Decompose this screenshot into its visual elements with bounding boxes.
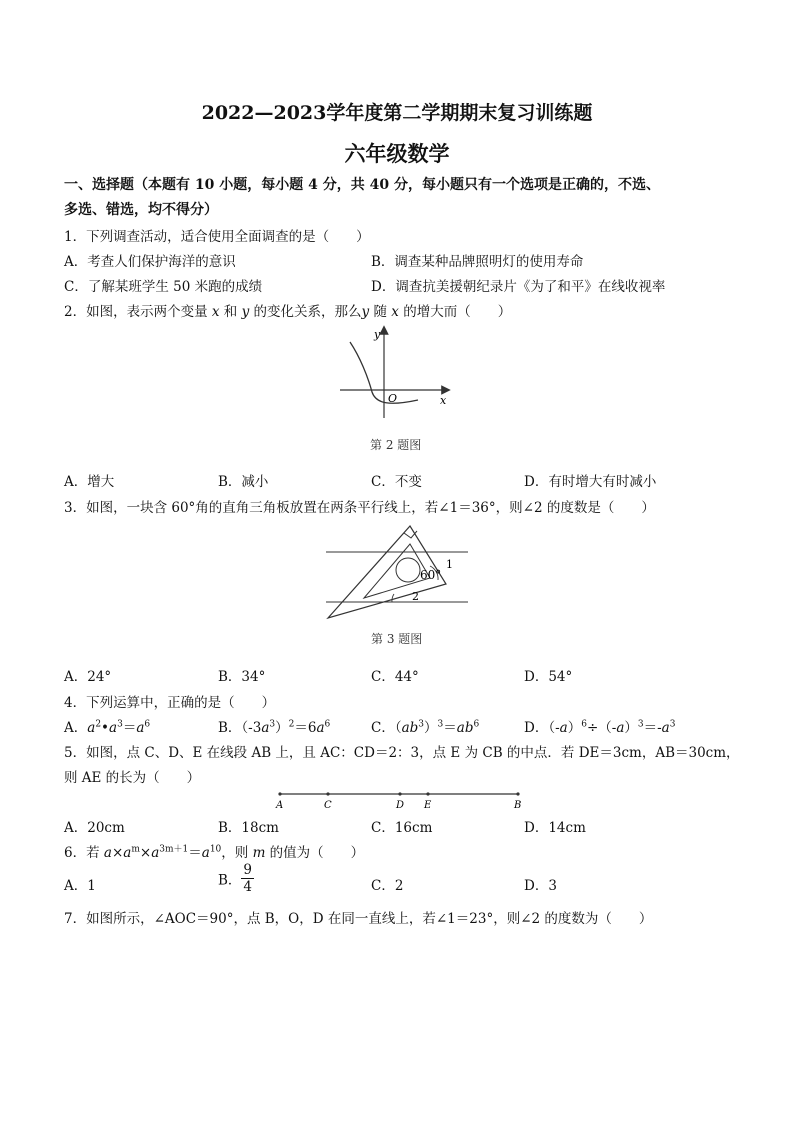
q2-stem: 2．如图，表示两个变量 x 和 y 的变化关系，那么y 随 x 的增大而（ ） bbox=[64, 304, 512, 320]
point-e-dot bbox=[426, 792, 429, 795]
point-c-label: C bbox=[324, 800, 332, 810]
q4-option-b: B．$(-3a^3)^2=6a^6$ bbox=[218, 719, 331, 736]
origin-label: O bbox=[388, 392, 398, 405]
q6-option-d: D．3 bbox=[524, 878, 557, 894]
q3-option-a: A．24° bbox=[64, 669, 112, 685]
q1-option-b: B．调查某种品牌照明灯的使用寿命 bbox=[371, 254, 584, 270]
point-b-dot bbox=[516, 792, 519, 795]
q5-stem: 5．如图，点 C、D、E 在线段 AB 上，且 AC：CD＝2：3，点 E 为 CB 的中点．若 DE＝3cm，AB＝30cm， bbox=[64, 745, 740, 761]
point-c-dot bbox=[326, 792, 329, 795]
q6-option-c: C．2 bbox=[371, 878, 404, 894]
q5-option-a: A．20cm bbox=[64, 820, 125, 836]
q5-stem-line2: 则 AE 的长为（ ） bbox=[64, 770, 201, 786]
q3-stem: 3．如图，一块含 60°角的直角三角板放置在两条平行线上，若∠1＝36°，则∠2 的度数是（ ） bbox=[64, 500, 655, 516]
q4-option-a: A．$a^2•a^3=a^6$ bbox=[64, 719, 151, 736]
q3-caption: 第 3 题图 bbox=[371, 632, 423, 646]
q2-option-d: D．有时增大有时减小 bbox=[524, 474, 657, 490]
q5-option-d: D．14cm bbox=[524, 820, 586, 836]
q2-graph-figure bbox=[330, 322, 460, 422]
angle-60-label: 60° bbox=[420, 568, 442, 582]
q7-stem: 7．如图所示，∠AOC＝90°，点 B，O，D 在同一直线上，若∠1＝23°，则∠2 的度数为（ ） bbox=[64, 911, 653, 927]
q6-fraction: $\frac{9}{4}$ bbox=[243, 862, 253, 895]
q1-stem: 1．下列调查活动，适合使用全面调查的是（ ） bbox=[64, 229, 370, 245]
q2-option-a: A．增大 bbox=[64, 474, 115, 490]
set-square-hole bbox=[396, 558, 420, 582]
x-axis-label: x bbox=[440, 394, 447, 407]
q1-option-d: D．调查抗美援朝纪录片《为了和平》在线收视率 bbox=[371, 279, 666, 295]
q1-option-c: C．了解某班学生 50 米跑的成绩 bbox=[64, 279, 263, 295]
q2-caption: 第 2 题图 bbox=[370, 438, 422, 452]
q6-stem: 6．若 $a\times a^m\times a^{3m+1}=a^{10}$，则 m 的值为（ ） bbox=[64, 844, 365, 861]
section-heading-line2: 多选、错选，均不得分） bbox=[64, 202, 218, 218]
q3-triangle-figure bbox=[322, 522, 472, 622]
page-subtitle: 六年级数学 bbox=[344, 141, 450, 166]
point-e-label: E bbox=[424, 800, 432, 810]
q4-stem: 4．下列运算中，正确的是（ ） bbox=[64, 695, 276, 711]
angle-1-label: 1 bbox=[446, 558, 453, 571]
q3-option-b: B．34° bbox=[218, 669, 266, 685]
q4-option-c: C．$(ab^3)^3=ab^6$ bbox=[371, 719, 480, 736]
page-title: 2022—2023学年度第二学期期末复习训练题 bbox=[201, 102, 593, 124]
q3-option-c: C．44° bbox=[371, 669, 419, 685]
q5-option-c: C．16cm bbox=[371, 820, 433, 836]
q2-option-c: C．不变 bbox=[371, 474, 422, 490]
q2-option-b: B．减小 bbox=[218, 474, 269, 490]
q6-option-a: A．1 bbox=[64, 878, 96, 894]
q1-option-a: A．考查人们保护海洋的意识 bbox=[64, 254, 236, 270]
point-a-label: A bbox=[276, 800, 284, 810]
point-d-label: D bbox=[396, 800, 405, 810]
angle-2-arc bbox=[392, 594, 394, 602]
q5-segment-figure bbox=[270, 788, 530, 810]
point-b-label: B bbox=[514, 800, 522, 810]
section-heading-line1: 一、选择题（本题有 10 小题，每小题 4 分，共 40 分，每小题只有一个选项是正确的，不选、 bbox=[64, 177, 660, 193]
y-axis-label: y bbox=[374, 328, 381, 341]
point-d-dot bbox=[398, 792, 401, 795]
q3-option-d: D．54° bbox=[524, 669, 573, 685]
q6-option-b: B． $\frac{9}{4}$ bbox=[218, 862, 253, 895]
q4-option-d: D．$(-a)^6\div(-a)^3=-a^3$ bbox=[524, 719, 676, 736]
angle-2-label: 2 bbox=[412, 590, 419, 603]
q5-option-b: B．18cm bbox=[218, 820, 279, 836]
point-a-dot bbox=[278, 792, 281, 795]
